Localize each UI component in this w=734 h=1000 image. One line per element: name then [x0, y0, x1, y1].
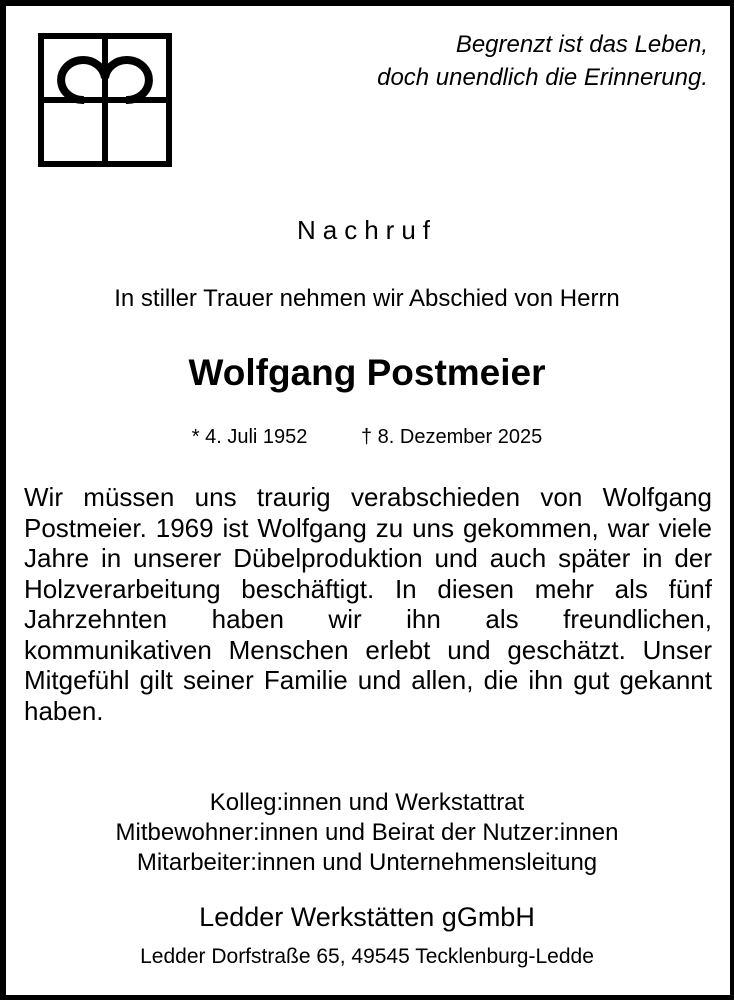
death-date: † 8. Dezember 2025 — [360, 426, 543, 448]
dates — [0, 426, 734, 449]
signer-line: Kolleg:innen und Werkstattrat — [209, 789, 525, 816]
quote-line: doch unendlich die Erinnerung. — [377, 64, 708, 91]
diakonie-logo-icon — [38, 33, 174, 169]
signer-line: Mitbewohner:innen und Beirat der Nutzer:innen — [115, 819, 619, 846]
organization-name: Ledder Werkstätten gGmbH — [199, 902, 535, 932]
body-text: Wir müssen uns traurig verabschieden von Wolfgang Postmeier. 1969 ist Wolfgang zu uns gekommen, war viele Jahre in unserer Dübelproduktion und auch später in der Holzverarbeitung beschäftigt. In diesen mehr als fünf Jahrzehnten haben wir ihn als freundlichen, kommunikativen Menschen erlebt und geschätzt. Unser Mitgefühl gilt seiner Familie und allen, die ihn gut gekannt haben. — [24, 482, 712, 726]
signers — [0, 788, 734, 878]
heading: Nachruf — [296, 215, 438, 245]
birth-date: * 4. Juli 1952 — [191, 426, 308, 448]
signer-line: Mitarbeiter:innen und Unternehmensleitung — [136, 849, 598, 876]
quote — [377, 28, 708, 94]
deceased-name: Wolfgang Postmeier — [188, 352, 546, 393]
quote-line: Begrenzt ist das Leben, — [455, 31, 708, 58]
organization-address: Ledder Dorfstraße 65, 49545 Tecklenburg-Ledde — [140, 945, 594, 968]
intro-text: In stiller Trauer nehmen wir Abschied von Herrn — [114, 285, 620, 312]
